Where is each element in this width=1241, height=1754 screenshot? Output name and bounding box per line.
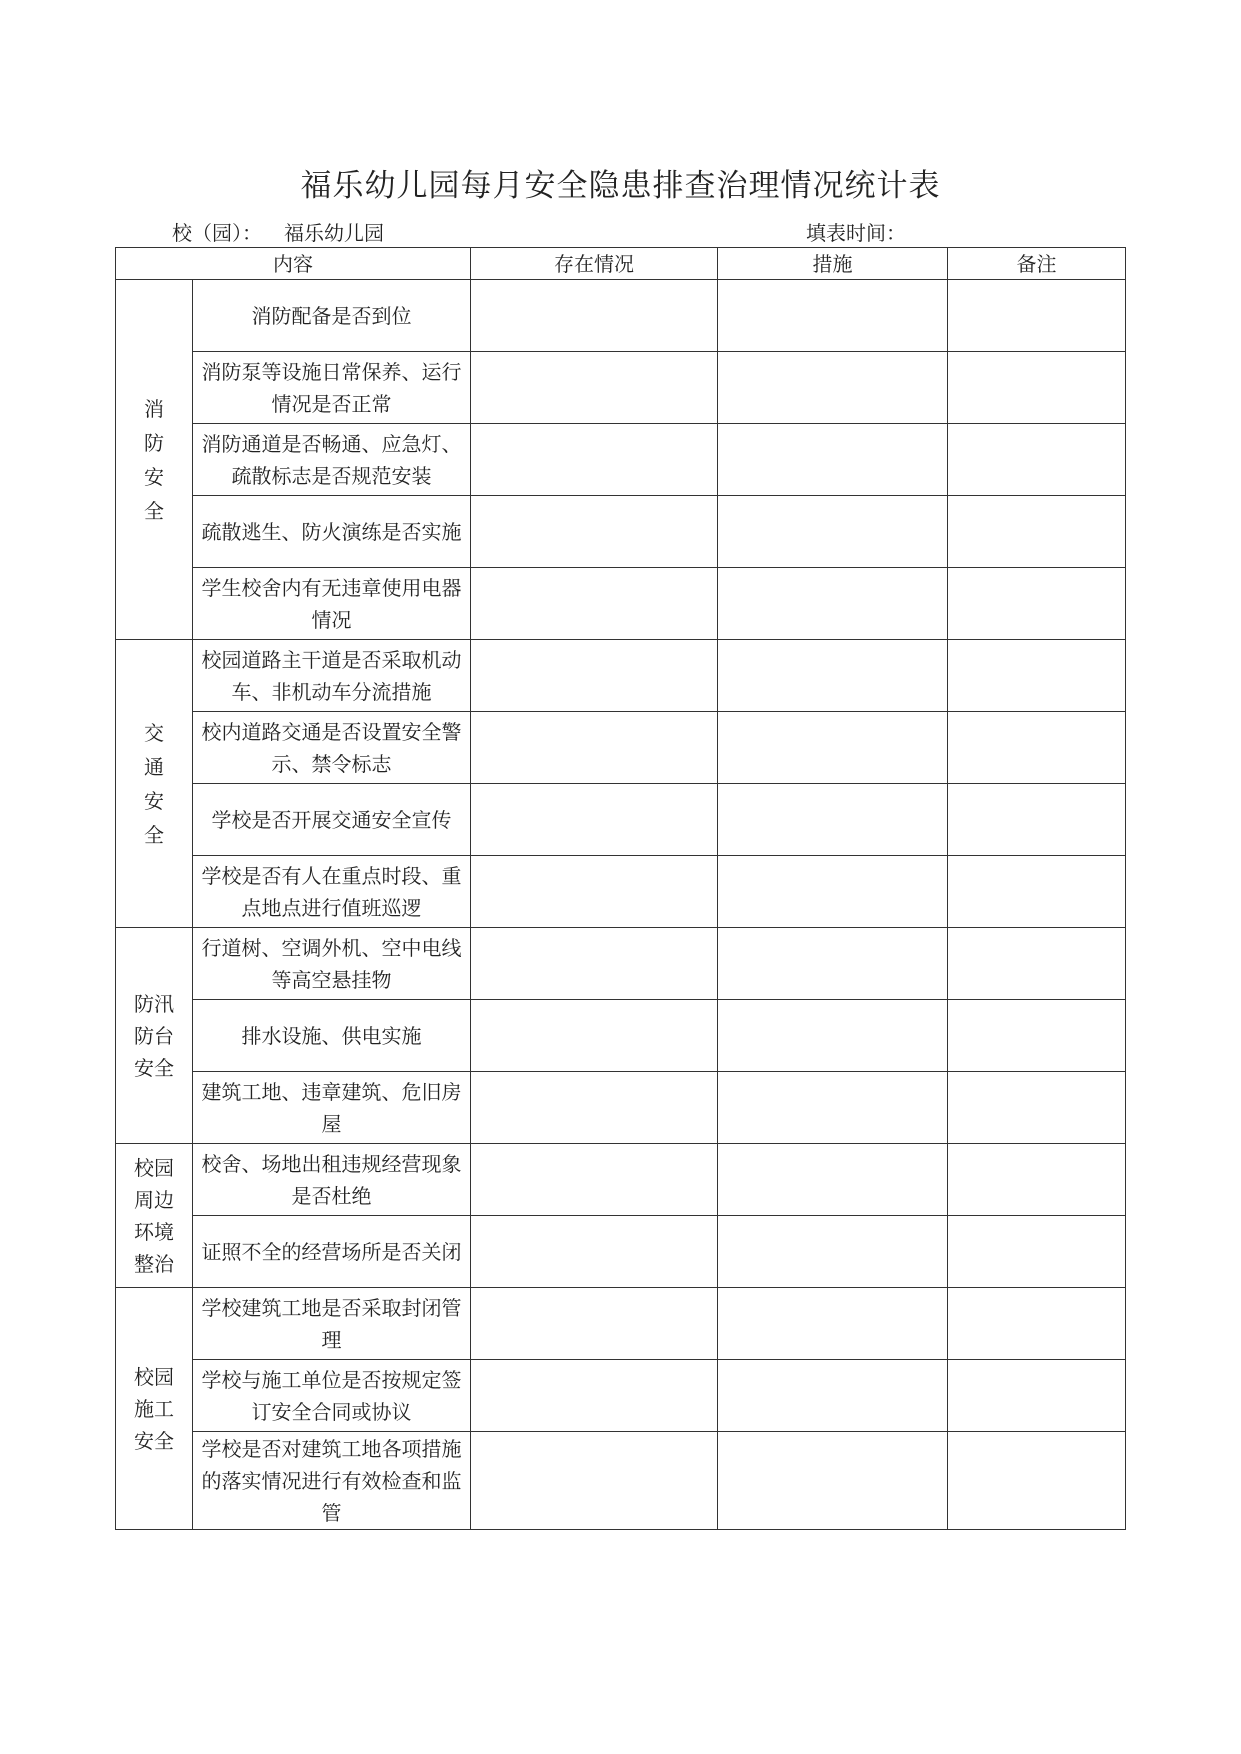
measures-cell[interactable]	[718, 568, 948, 640]
measures-cell[interactable]	[718, 1072, 948, 1144]
measures-cell[interactable]	[718, 856, 948, 928]
table-row	[116, 1144, 1126, 1216]
status-cell[interactable]	[471, 784, 718, 856]
status-cell[interactable]	[471, 568, 718, 640]
item-text: 学校建筑工地是否采取封闭管理	[193, 1288, 471, 1360]
item-text: 校舍、场地出租违规经营现象是否杜绝	[193, 1144, 471, 1216]
table-row	[116, 1360, 1126, 1432]
header-status: 存在情况	[471, 248, 718, 280]
measures-cell[interactable]	[718, 352, 948, 424]
table-row	[116, 1432, 1126, 1530]
table-row	[116, 1000, 1126, 1072]
table-row	[116, 1216, 1126, 1288]
remarks-cell[interactable]	[948, 1216, 1126, 1288]
item-text: 消防泵等设施日常保养、运行情况是否正常	[193, 352, 471, 424]
item-text: 校园道路主干道是否采取机动车、非机动车分流措施	[193, 640, 471, 712]
remarks-cell[interactable]	[948, 856, 1126, 928]
remarks-cell[interactable]	[948, 352, 1126, 424]
table-row	[116, 1288, 1126, 1360]
item-text: 学校与施工单位是否按规定签订安全合同或协议	[193, 1360, 471, 1432]
measures-cell[interactable]	[718, 784, 948, 856]
inspection-table	[115, 247, 1126, 1530]
header-row	[116, 248, 1126, 280]
measures-cell[interactable]	[718, 496, 948, 568]
status-cell[interactable]	[471, 1072, 718, 1144]
status-cell[interactable]	[471, 856, 718, 928]
measures-cell[interactable]	[718, 1216, 948, 1288]
measures-cell[interactable]	[718, 928, 948, 1000]
table-row	[116, 640, 1126, 712]
measures-cell[interactable]	[718, 712, 948, 784]
status-cell[interactable]	[471, 1288, 718, 1360]
status-cell[interactable]	[471, 496, 718, 568]
table-row	[116, 856, 1126, 928]
item-text: 行道树、空调外机、空中电线等高空悬挂物	[193, 928, 471, 1000]
category-fire-safety: 消 防 安 全	[116, 280, 193, 640]
header-content: 内容	[116, 248, 471, 280]
item-text: 排水设施、供电实施	[193, 1000, 471, 1072]
category-campus-construction: 校园 施工 安全	[116, 1288, 193, 1530]
measures-cell[interactable]	[718, 1360, 948, 1432]
table-row	[116, 352, 1126, 424]
table-row	[116, 496, 1126, 568]
status-cell[interactable]	[471, 1360, 718, 1432]
status-cell[interactable]	[471, 712, 718, 784]
status-cell[interactable]	[471, 928, 718, 1000]
remarks-cell[interactable]	[948, 1000, 1126, 1072]
status-cell[interactable]	[471, 1216, 718, 1288]
item-text: 疏散逃生、防火演练是否实施	[193, 496, 471, 568]
item-text: 消防通道是否畅通、应急灯、疏散标志是否规范安装	[193, 424, 471, 496]
measures-cell[interactable]	[718, 424, 948, 496]
table-row	[116, 1072, 1126, 1144]
page-title: 福乐幼儿园每月安全隐患排查治理情况统计表	[300, 168, 941, 204]
remarks-cell[interactable]	[948, 496, 1126, 568]
header-remarks: 备注	[948, 248, 1126, 280]
status-cell[interactable]	[471, 424, 718, 496]
table-row	[116, 280, 1126, 352]
measures-cell[interactable]	[718, 1144, 948, 1216]
remarks-cell[interactable]	[948, 640, 1126, 712]
item-text: 学校是否对建筑工地各项措施的落实情况进行有效检查和监管	[193, 1432, 471, 1530]
school-value: 福乐幼儿园	[284, 221, 384, 245]
remarks-cell[interactable]	[948, 784, 1126, 856]
remarks-cell[interactable]	[948, 1360, 1126, 1432]
date-field	[806, 217, 906, 246]
remarks-cell[interactable]	[948, 1288, 1126, 1360]
category-traffic-safety: 交 通 安 全	[116, 640, 193, 928]
measures-cell[interactable]	[718, 640, 948, 712]
status-cell[interactable]	[471, 1432, 718, 1530]
item-text: 建筑工地、违章建筑、危旧房屋	[193, 1072, 471, 1144]
item-text: 消防配备是否到位	[193, 280, 471, 352]
item-text: 证照不全的经营场所是否关闭	[193, 1216, 471, 1288]
status-cell[interactable]	[471, 640, 718, 712]
header-measures: 措施	[718, 248, 948, 280]
status-cell[interactable]	[471, 352, 718, 424]
school-field	[172, 217, 384, 246]
table-row	[116, 424, 1126, 496]
remarks-cell[interactable]	[948, 424, 1126, 496]
measures-cell[interactable]	[718, 1432, 948, 1530]
remarks-cell[interactable]	[948, 712, 1126, 784]
measures-cell[interactable]	[718, 280, 948, 352]
table-row	[116, 568, 1126, 640]
remarks-cell[interactable]	[948, 280, 1126, 352]
measures-cell[interactable]	[718, 1288, 948, 1360]
remarks-cell[interactable]	[948, 1144, 1126, 1216]
item-text: 学生校舍内有无违章使用电器情况	[193, 568, 471, 640]
table-row	[116, 712, 1126, 784]
remarks-cell[interactable]	[948, 1072, 1126, 1144]
remarks-cell[interactable]	[948, 1432, 1126, 1530]
date-label: 填表时间：	[806, 221, 906, 245]
status-cell[interactable]	[471, 1000, 718, 1072]
school-label: 校（园）：	[172, 221, 262, 245]
status-cell[interactable]	[471, 1144, 718, 1216]
remarks-cell[interactable]	[948, 928, 1126, 1000]
status-cell[interactable]	[471, 280, 718, 352]
category-campus-surroundings: 校园 周边 环境 整治	[116, 1144, 193, 1288]
item-text: 学校是否开展交通安全宣传	[193, 784, 471, 856]
item-text: 校内道路交通是否设置安全警示、禁令标志	[193, 712, 471, 784]
item-text: 学校是否有人在重点时段、重点地点进行值班巡逻	[193, 856, 471, 928]
category-flood-typhoon-safety: 防汛 防台 安全	[116, 928, 193, 1144]
table-row	[116, 928, 1126, 1000]
table-row	[116, 784, 1126, 856]
remarks-cell[interactable]	[948, 568, 1126, 640]
measures-cell[interactable]	[718, 1000, 948, 1072]
